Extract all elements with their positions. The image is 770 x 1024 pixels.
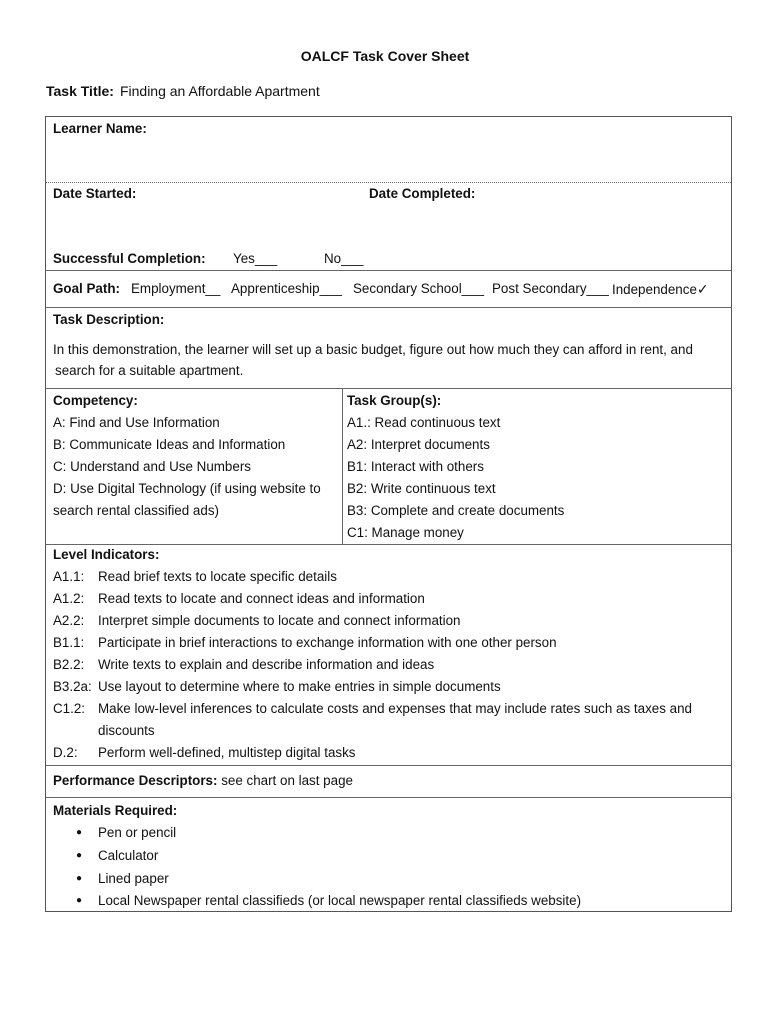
divider [46, 182, 731, 183]
level-text: discounts [98, 723, 155, 738]
divider [46, 270, 731, 271]
level-code: A1.1: [53, 569, 85, 584]
performance-value: see chart on last page [221, 773, 353, 788]
task-group-item: B2: Write continuous text [347, 481, 496, 496]
materials-label: Materials Required: [53, 803, 178, 818]
task-group-item: A2: Interpret documents [347, 437, 490, 452]
level-text: Participate in brief interactions to exchange information with one other person [98, 635, 557, 650]
task-group-item: C1: Manage money [347, 525, 464, 540]
task-title-row [46, 84, 320, 98]
task-group-item: B1: Interact with others [347, 459, 484, 474]
competency-label: Competency: [53, 393, 138, 408]
level-code: B1.1: [53, 635, 85, 650]
level-code: A2.2: [53, 613, 85, 628]
divider [46, 765, 731, 766]
competency-item: search rental classified ads) [53, 503, 219, 518]
level-text: Read brief texts to locate specific details [98, 569, 337, 584]
level-text: Use layout to determine where to make entries in simple documents [98, 679, 501, 694]
task-description-line: In this demonstration, the learner will set up a basic budget, figure out how much they can afford in rent, and [53, 342, 693, 357]
checkmark-icon: ✓ [696, 281, 709, 297]
material-item: Pen or pencil [98, 825, 177, 840]
material-item: Lined paper [98, 871, 169, 886]
material-item: Calculator [98, 848, 159, 863]
level-code: B2.2: [53, 657, 85, 672]
page-title: OALCF Task Cover Sheet [300, 48, 470, 64]
goal-path-employment: Employment__ [131, 281, 221, 296]
bullet-icon: ● [76, 827, 83, 838]
date-completed-label: Date Completed: [369, 186, 476, 201]
goal-path-independence-label: Independence [612, 282, 697, 297]
level-code: D.2: [53, 745, 78, 760]
competency-item: D: Use Digital Technology (if using website to [53, 481, 321, 496]
completion-yes: Yes___ [233, 251, 278, 266]
level-text: Interpret simple documents to locate and connect information [98, 613, 461, 628]
level-code: A1.2: [53, 591, 85, 606]
task-description-line: search for a suitable apartment. [55, 363, 244, 378]
competency-item: C: Understand and Use Numbers [53, 459, 251, 474]
goal-path-independence [612, 282, 709, 296]
goal-path-secondary-school: Secondary School___ [353, 281, 485, 296]
competency-item: A: Find and Use Information [53, 415, 220, 430]
goal-path-label: Goal Path: [53, 281, 120, 296]
level-text: Perform well-defined, multistep digital tasks [98, 745, 356, 760]
divider [46, 797, 731, 798]
successful-completion-label: Successful Completion: [53, 251, 206, 266]
divider [46, 307, 731, 308]
level-code: B3.2a: [53, 679, 92, 694]
goal-path-post-secondary: Post Secondary___ [492, 281, 609, 296]
cover-sheet-table [45, 116, 732, 912]
level-code: C1.2: [53, 701, 86, 716]
level-text: Make low-level inferences to calculate costs and expenses that may include rates such as taxes and [98, 701, 692, 716]
level-text: Read texts to locate and connect ideas and information [98, 591, 425, 606]
performance-label: Performance Descriptors: [53, 773, 218, 788]
task-description-label: Task Description: [53, 312, 165, 327]
completion-no: No___ [324, 251, 364, 266]
bullet-icon: ● [76, 873, 83, 884]
learner-name-label: Learner Name: [53, 121, 147, 136]
level-text: Write texts to explain and describe information and ideas [98, 657, 435, 672]
task-groups-label: Task Group(s): [347, 393, 442, 408]
competency-item: B: Communicate Ideas and Information [53, 437, 286, 452]
performance-row [53, 774, 353, 787]
bullet-icon: ● [76, 850, 83, 861]
column-divider [342, 388, 343, 544]
goal-path-apprenticeship: Apprenticeship___ [231, 281, 342, 296]
task-group-item: A1.: Read continuous text [347, 415, 501, 430]
task-title-label: Task Title: [46, 83, 114, 99]
date-started-label: Date Started: [53, 186, 137, 201]
divider [46, 544, 731, 545]
level-indicators-label: Level Indicators: [53, 547, 160, 562]
task-title-value: Finding an Affordable Apartment [119, 83, 320, 99]
task-group-item: B3: Complete and create documents [347, 503, 565, 518]
bullet-icon: ● [76, 895, 83, 906]
divider [46, 388, 731, 389]
material-item: Local Newspaper rental classifieds (or local newspaper rental classifieds website) [98, 893, 582, 908]
